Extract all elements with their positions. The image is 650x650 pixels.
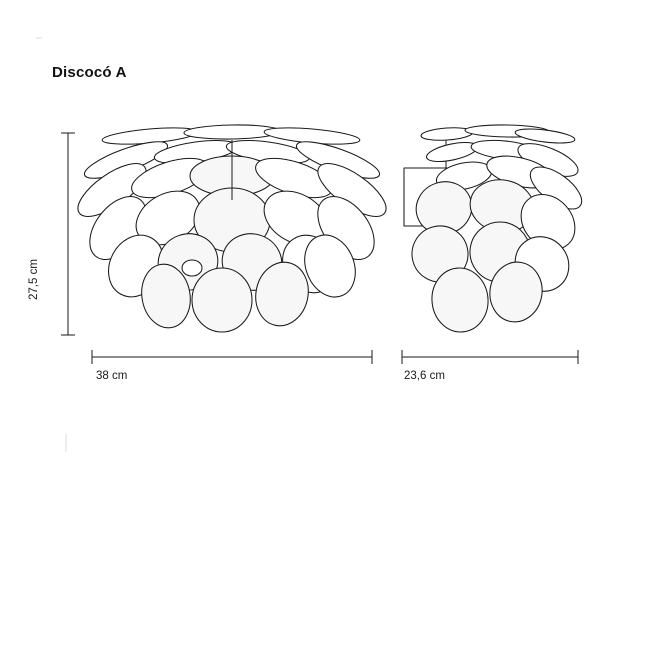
height-dimension-label: 27,5 cm (28, 259, 40, 300)
front-bottom-discs (137, 257, 314, 332)
side-width-dimension-label: 23,6 cm (404, 370, 445, 382)
side-view-drawing (404, 124, 588, 334)
page-title: Discocó A (52, 64, 127, 81)
front-view-drawing (70, 124, 394, 332)
front-width-dimension-label: 38 cm (96, 370, 128, 382)
